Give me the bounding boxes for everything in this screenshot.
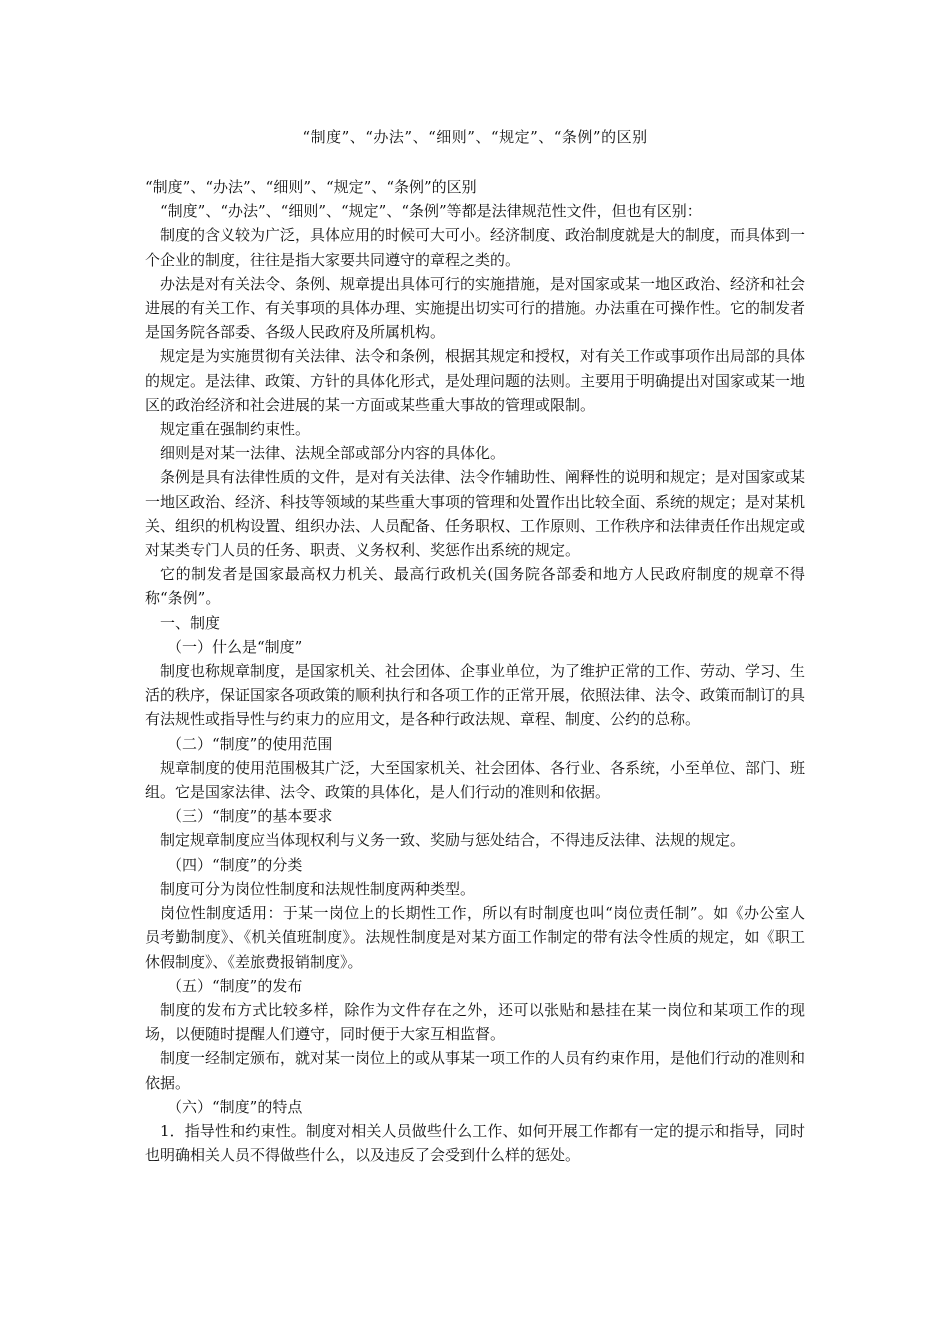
paragraph: 细则是对某一法律、法规全部或部分内容的具体化。	[160, 444, 506, 463]
paragraph: 制度一经制定颁布，就对某一岗位上的或从事某一项工作的人员有约束作用，是他们行动的准则和依据。	[145, 1049, 806, 1092]
paragraph: 制度的含义较为广泛，具体应用的时候可大可小。经济制度、政治制度就是大的制度，而具体到一个企业的制度，往往是指大家要共同遵守的章程之类的。	[145, 226, 806, 269]
paragraph: 岗位性制度适用：于某一岗位上的长期性工作，所以有时制度也叫“岗位责任制”。如《办公室人员考勤制度》、《机关值班制度》。法规性制度是对某方面工作制定的带有法令性质的规定，如《职工休假制度》、《差旅费报销制度》。	[145, 904, 805, 971]
paragraph: （五）“制度”的发布	[167, 976, 303, 995]
paragraph: （六）“制度”的特点	[167, 1097, 303, 1116]
paragraph: 一、制度	[160, 613, 221, 632]
paragraph: 制度的发布方式比较多样，除作为文件存在之外，还可以张贴和悬挂在某一岗位和某项工作的现场，以便随时提醒人们遵守，同时便于大家互相监督。	[145, 1000, 805, 1044]
paragraph: （三）“制度”的基本要求	[167, 807, 333, 826]
paragraph: 办法是对有关法令、条例、规章提出具体可行的实施措施，是对国家或某一地区政治、经济和社会进展的有关工作、有关事项的具体办理、实施提出切实可行的措施。办法重在可操作性。它的制发者是国务院各部委、各级人民政府及所属机构。	[145, 274, 806, 342]
paragraph: 制度也称规章制度，是国家机关、社会团体、企事业单位，为了维护正常的工作、劳动、学习、生活的秩序，保证国家各项政策的顺利执行和各项工作的正常开展，依照法律、法令、政策而制订的具有法规性或指导性与约束力的应用文，是各种行政法规、章程、制度、公约的总称。	[145, 662, 806, 729]
paragraph: 规章制度的使用范围极其广泛，大至国家机关、社会团体、各行业、各系统，小至单位、部门、班组。它是国家法律、法令、政策的具体化，是人们行动的准则和依据。	[145, 758, 806, 802]
paragraph: （二）“制度”的使用范围	[167, 734, 333, 753]
paragraph: 规定是为实施贯彻有关法律、法令和条例，根据其规定和授权，对有关工作或事项作出局部的具体的规定。是法律、政策、方针的具体化形式，是处理问题的法则。主要用于明确提出对国家或某一地区的政治经济和社会进展的某一方面或某些重大事故的管理或限制。	[145, 347, 806, 414]
paragraph: 它的制发者是国家最高权力机关、最高行政机关(国务院各部委和地方人民政府制度的规章不得称“条例”。	[145, 565, 805, 608]
paragraph: 条例是具有法律性质的文件，是对有关法律、法令作辅助性、阐释性的说明和规定；是对国家或某一地区政治、经济、科技等领域的某些重大事项的管理和处置作出比较全面、系统的规定；是对某机关、组织的机构设置、组织办法、人员配备、任务职权、工作原则、工作秩序和法律责任作出规定或对某类专门人员的任务、职责、义务权利、奖惩作出系统的规定。	[145, 468, 806, 560]
document-title: “制度”、“办法”、“细则”、“规定”、“条例”的区别	[302, 128, 648, 146]
paragraph: 制定规章制度应当体现权利与义务一致、奖励与惩处结合，不得违反法律、法规的规定。	[160, 831, 746, 850]
paragraph: “制度”、“办法”、“细则”、“规定”、“条例”的区别	[145, 178, 477, 196]
paragraph: 规定重在强制约束性。	[160, 420, 311, 439]
paragraph: （四）“制度”的分类	[167, 855, 303, 874]
document-body	[145, 175, 805, 1167]
paragraph: “制度”、“办法”、“细则”、“规定”、“条例”等都是法律规范性文件，但也有区别：	[160, 202, 702, 221]
paragraph: （一）什么是“制度”	[167, 637, 303, 656]
paragraph: 制度可分为岗位性制度和法规性制度两种类型。	[160, 879, 476, 898]
paragraph: 1．指导性和约束性。制度对相关人员做些什么工作、如何开展工作都有一定的提示和指导，同时也明确相关人员不得做些什么，以及违反了会受到什么样的惩处。	[145, 1121, 805, 1165]
